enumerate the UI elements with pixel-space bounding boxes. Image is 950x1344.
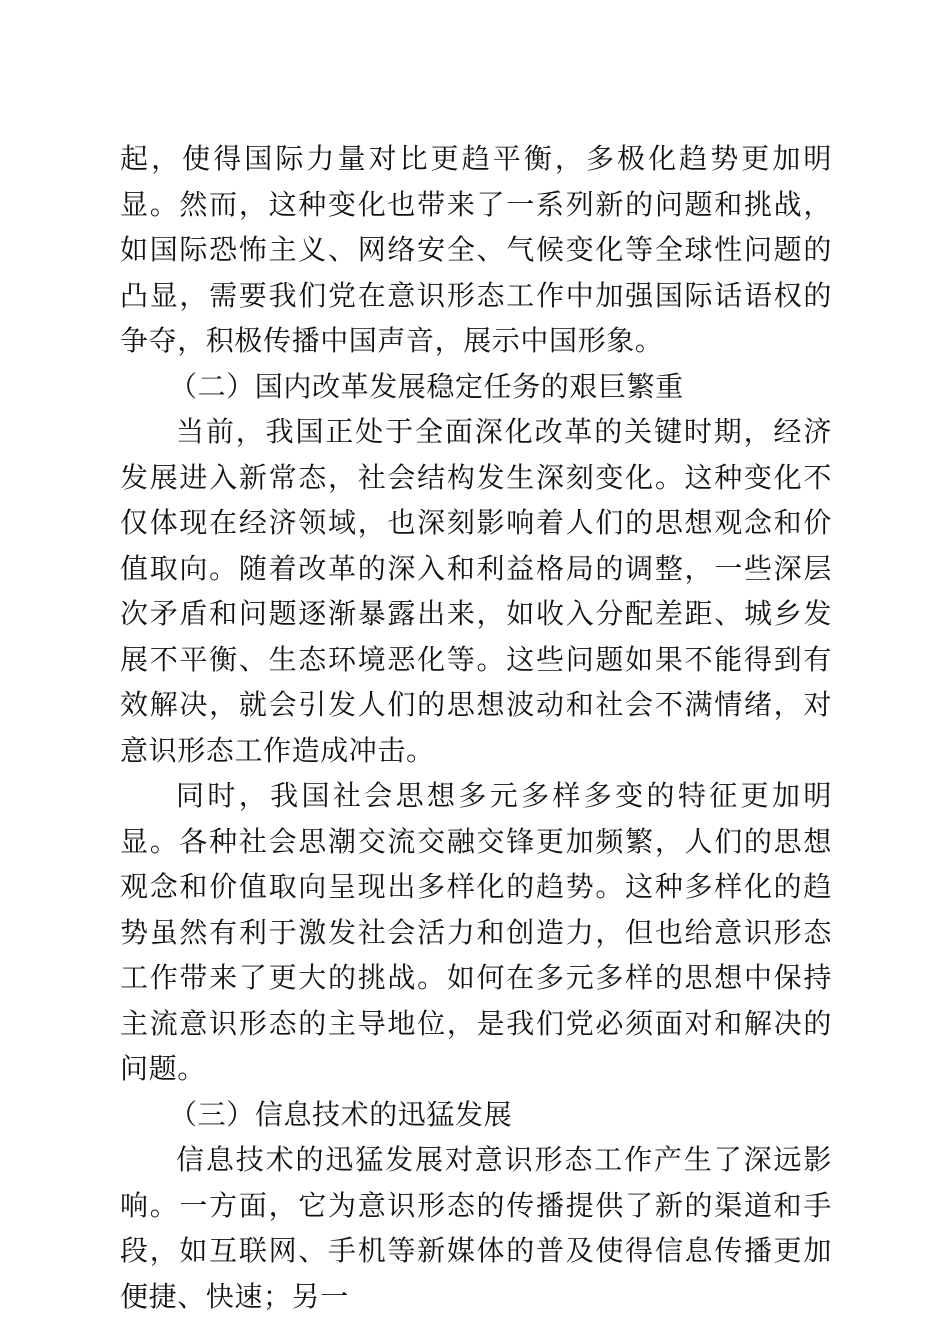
paragraph-continuation: 起，使得国际力量对比更趋平衡，多极化趋势更加明显。然而，这种变化也带来了一系列新的问题和挑战，如国际恐怖主义、网络安全、气候变化等全球性问题的凸显，需要我们党在意识形态工作中加强国际话语权的争夺，积极传播中国声音，展示中国形象。	[120, 142, 832, 357]
document-body	[120, 136, 832, 1319]
section-heading-2: （二）国内改革发展稳定任务的艰巨繁重	[169, 369, 684, 403]
section-heading-3: （三）信息技术的迅猛发展	[169, 1097, 513, 1131]
paragraph-domestic-reform: 当前，我国正处于全面深化改革的关键时期，经济发展进入新常态，社会结构发生深刻变化。这种变化不仅体现在经济领域，也深刻影响着人们的思想观念和价值取向。随着改革的深入和利益格局的调整，一些深层次矛盾和问题逐渐暴露出来，如收入分配差距、城乡发展不平衡、生态环境恶化等。这些问题如果不能得到有效解决，就会引发人们的思想波动和社会不满情绪，对意识形态工作造成冲击。	[120, 415, 832, 767]
paragraph-information-technology: 信息技术的迅猛发展对意识形态工作产生了深远影响。一方面，它为意识形态的传播提供了新的渠道和手段，如互联网、手机等新媒体的普及使得信息传播更加便捷、快速；另一	[120, 1143, 832, 1313]
paragraph-social-thought: 同时，我国社会思想多元多样多变的特征更加明显。各种社会思潮交流交融交锋更加频繁，人们的思想观念和价值取向呈现出多样化的趋势。这种多样化的趋势虽然有利于激发社会活力和创造力，但也给意识形态工作带来了更大的挑战。如何在多元多样的思想中保持主流意识形态的主导地位，是我们党必须面对和解决的问题。	[120, 779, 832, 1085]
